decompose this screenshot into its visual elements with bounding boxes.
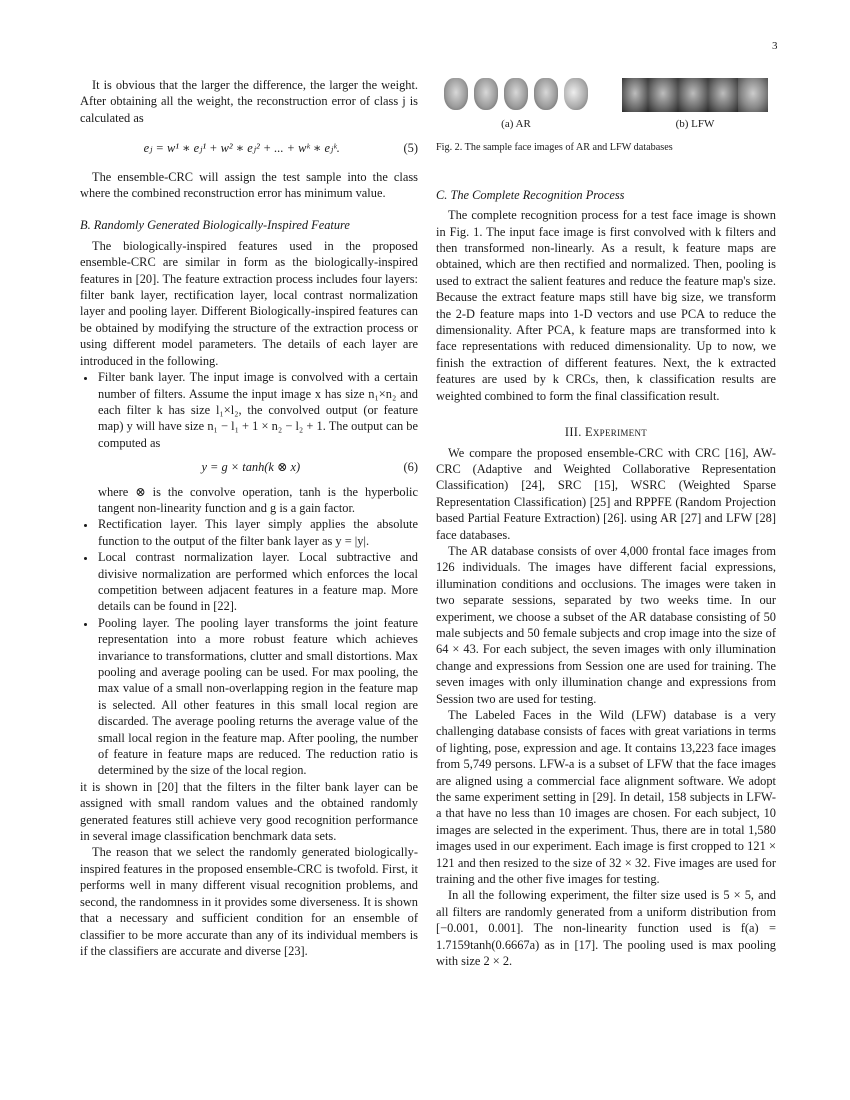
subsection-heading-c: C. The Complete Recognition Process xyxy=(436,187,625,202)
face-image xyxy=(564,78,588,110)
subsection-heading-b: B. Randomly Generated Biologically-Inspired Feature xyxy=(80,218,350,233)
subfigure-ar xyxy=(444,78,588,132)
face-image xyxy=(708,78,738,112)
equation-number: (6) xyxy=(403,460,418,475)
face-image xyxy=(738,78,768,112)
list-item: • Rectification layer. This layer simply applies the absolute function to the output of the filter bank layer as y = |y|. xyxy=(96,516,418,549)
face-image xyxy=(474,78,498,110)
list-item: • Local contrast normalization layer. Local subtractive and divisive normalization are performed which enforces the local competition between adjacent features in a feature map. More details can be found in [22]. xyxy=(96,549,418,615)
lfw-face-images xyxy=(622,78,768,112)
face-image xyxy=(648,78,678,112)
paragraph: it is shown in [20] that the filters in the filter bank layer can be assigned with small random values and the obtained randomly generated features still achieve very good recognition performance in several image classification benchmark data sets. xyxy=(80,779,418,844)
section-heading-experiment: III. Experiment xyxy=(564,425,648,440)
equation-body: eⱼ = w¹ ∗ eⱼ¹ + w² ∗ eⱼ² + ... + wᵏ ∗ eⱼᵏ. xyxy=(143,141,340,156)
figure-caption: Fig. 2. The sample face images of AR and LFW databases xyxy=(436,142,673,154)
paragraph: It is obvious that the larger the difference, the larger the weight. After obtaining all the weight, the reconstruction error of class j is calculated as xyxy=(80,78,418,125)
face-image xyxy=(678,78,708,112)
subfigure-lfw xyxy=(622,78,768,132)
face-image xyxy=(444,78,468,110)
equation-6 xyxy=(98,459,418,475)
list-item xyxy=(96,369,418,516)
paragraph: The ensemble-CRC will assign the test sample into the class where the combined reconstruction error has minimum value. xyxy=(80,169,418,201)
face-image xyxy=(504,78,528,110)
equation-number: (5) xyxy=(403,141,418,156)
ar-face-images xyxy=(444,78,588,110)
equation-body: y = g × tanh(k ⊗ x) xyxy=(201,460,301,475)
subfigure-label: (a) AR xyxy=(501,118,531,130)
bullet-text: Filter bank layer. The input image is convolved with a certain number of filters. Assume the input image x has size n₁×n₂ and each filter k has size l₁×l₂, the convolved output (or feature map) y will have size n₁ − l₁ + 1 × n₂ − l₂ + 1. The output can be computed as xyxy=(98,370,418,450)
paragraph: We compare the proposed ensemble-CRC with CRC [16], AW-CRC (Adaptive and Weighted Collaborative Representation Classification) [24], SRC [15], WSRC (Weighted Sparse Representation Classification) [25] and RPPFE (Random Projection based Partial Feature Extraction) [26]. using AR [27] and LFW [28] face databases. xyxy=(436,445,776,542)
list-item: • Pooling layer. The pooling layer transforms the joint feature representation into a more robust feature which achieves invariance to transformations, clutter and small distortions. Max pooling and average pooling can be used. For max pooling, the max value of a small non-overlapping region in the feature map is selected. All other features in this small local region are discarded. The average pooling returns the average value of the small local region in the feature map. After pooling, the number of feature in feature maps are reduced. The reduction ratio is determined by the size of the local region. xyxy=(96,615,418,779)
paragraph: The biologically-inspired features used in the proposed ensemble-CRC are similar in form as the biologically-inspired features in [20]. The feature extraction process includes four layers: filter bank layer, rectification layer, local contrast normalization layer and pooling layer. Different Biologically-inspired features can be obtained by modifying the structure of the extraction process or using different model parameters. The details of each layer are introduced in the following. xyxy=(80,238,418,368)
left-column xyxy=(80,77,418,959)
paragraph: The reason that we select the randomly generated biologically-inspired features in the proposed ensemble-CRC is twofold. First, it performs well in many different visual recognition problems, and second, the randomness in it provides some diverseness. It is shown that a necessary and sufficient condition for an ensemble of classifier to be more accurate than any of its individual members is if the classifiers are accurate and diverse [23]. xyxy=(80,845,418,958)
right-column xyxy=(436,78,776,970)
paragraph: The AR database consists of over 4,000 frontal face images from 126 individuals. The images have different facial expressions, illumination conditions and occlusions. The images were taken in two separate sessions, separated by two weeks time. In our experiment, we choose a subset of the AR database consisting of 50 male subjects and 50 female subjects and crop image into the size of 64 × 43. For each subject, the seven images with only illumination change and expressions from Session one are used for training. The seven images with only illumination change and expressions from Session two are used for testing. xyxy=(436,543,776,706)
page-number: 3 xyxy=(772,40,778,52)
figure-2 xyxy=(444,78,776,132)
paragraph: The complete recognition process for a test face image is shown in Fig. 1. The input face image is first convolved with k filters and then transformed non-linearly. As a result, k feature maps are obtained, which are then rectified and normalized. Then, pooling is used to extract the salient features and reduce the feature map's size. Because the extract feature maps still have big size, we transform the 2-D feature maps into 1-D vectors and use PCA to reduce the dimensionality. After PCA, k feature maps are transformed into k face representations with reduced dimensionality. Up to now, we finish the extraction of different features. Next, the k extracted features are used by k CRCs, then, k classification results are weighted combined to form the final classification result. xyxy=(436,208,776,403)
layer-list xyxy=(80,369,418,779)
paragraph: The Labeled Faces in the Wild (LFW) database is a very challenging database consists of faces with great variations in terms of lighting, pose, expression and age. It contains 13,223 face images from 5,749 persons. LFW-a is a subset of LFW that the face images are aligned using a commercial face alignment software. We adopt the same experiment setting in [29]. In detail, 158 subjects in LFW-a that have no less than 10 images are chosen. For each subject, 10 images are selected in the experiment. Thus, there are in total 1,580 images used in our experiment. Each image is first cropped to 121 × 121 and then resized to the size of 32 × 32. Five images are used for training and the other five images for testing. xyxy=(436,708,776,887)
face-image xyxy=(622,78,648,112)
paragraph: In all the following experiment, the filter size used is 5 × 5, and all filters are randomly generated from a uniform distribution from [−0.001, 0.001]. The non-linearity function used is f(a) = 1.7159tanh(0.6667a) as in [17]. The pooling used is max pooling with size 2 × 2. xyxy=(436,888,776,969)
subfigure-label: (b) LFW xyxy=(675,118,715,130)
bullet-text: where ⊗ is the convolve operation, tanh is the hyperbolic tangent non-linearity function and g is a gain factor. xyxy=(98,484,418,515)
face-image xyxy=(534,78,558,110)
equation-5 xyxy=(80,140,418,156)
